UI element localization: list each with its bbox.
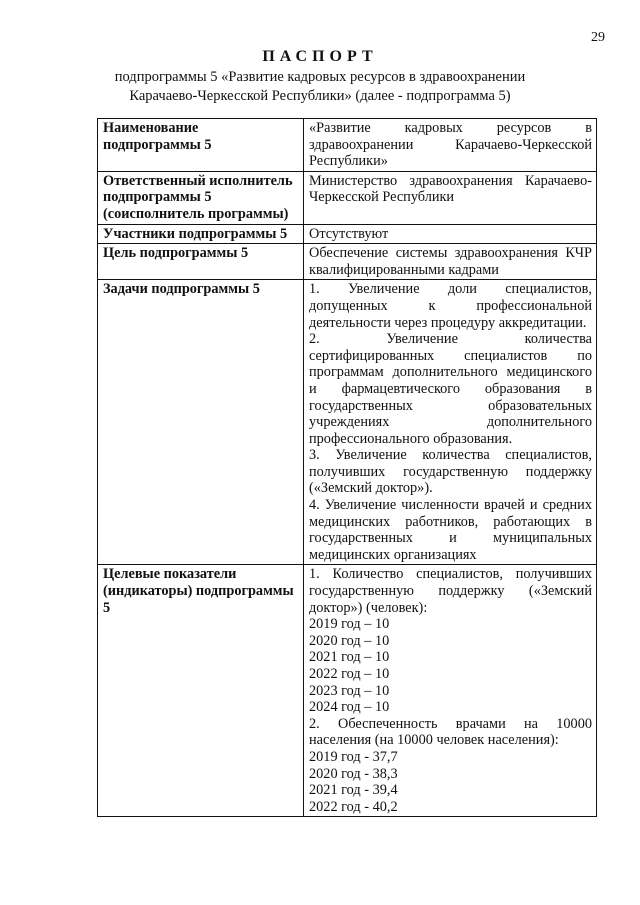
value-paragraph: 1. Увеличение доли специалистов, допущенных к профессиональной деятельности через процедуру аккредитации. bbox=[309, 281, 592, 331]
row-label: Цель подпрограммы 5 bbox=[98, 244, 304, 280]
document-subtitle: подпрограммы 5 «Развитие кадровых ресурсов в здравоохранении Карачаево-Черкесской Республики» (далее - подпрограмма 5) bbox=[114, 69, 526, 104]
row-label: Задачи подпрограммы 5 bbox=[98, 280, 304, 565]
passport-table bbox=[97, 118, 597, 817]
value-paragraph: 2020 год – 10 bbox=[309, 632, 390, 649]
value-paragraph: «Развитие кадровых ресурсов в здравоохранении Карачаево-Черкесской Республики» bbox=[309, 120, 592, 170]
value-paragraph: 2. Увеличение количества сертифицированных специалистов по программам дополнительного медицинского и фармацевтического образования в государственных образовательных учреждениях дополнительного профессионального образования. bbox=[309, 331, 592, 447]
value-paragraph: 2020 год - 38,3 bbox=[309, 765, 398, 782]
row-value bbox=[304, 280, 597, 565]
passport-table-body bbox=[98, 119, 597, 817]
value-paragraph: 4. Увеличение численности врачей и средних медицинских работников, работающих в государственных и муниципальных медицинских организациях bbox=[309, 497, 592, 563]
page-number: 29 bbox=[591, 30, 605, 45]
row-value bbox=[304, 565, 597, 817]
table-row bbox=[98, 119, 597, 172]
value-paragraph: Отсутствуют bbox=[309, 225, 389, 242]
value-paragraph: Министерство здравоохранения Карачаево-Черкесской Республики bbox=[309, 172, 592, 206]
row-label: Ответственный исполнитель подпрограммы 5 (соисполнитель программы) bbox=[98, 171, 304, 224]
value-paragraph: 2022 год - 40,2 bbox=[309, 798, 398, 815]
row-label: Наименование подпрограммы 5 bbox=[98, 119, 304, 172]
value-paragraph: 2023 год – 10 bbox=[309, 682, 390, 699]
table-row bbox=[98, 244, 597, 280]
table-row bbox=[98, 224, 597, 244]
row-value bbox=[304, 224, 597, 244]
table-row bbox=[98, 565, 597, 817]
value-paragraph: Обеспечение системы здравоохранения КЧР квалифицированными кадрами bbox=[309, 245, 592, 278]
document-title: ПАСПОРТ bbox=[262, 48, 378, 65]
value-paragraph: 2019 год – 10 bbox=[309, 616, 390, 633]
value-paragraph: 2022 год – 10 bbox=[309, 666, 390, 682]
row-label: Участники подпрограммы 5 bbox=[98, 224, 304, 244]
value-paragraph: 3. Увеличение количества специалистов, получивших государственную поддержку («Земский доктор»). bbox=[309, 447, 592, 497]
value-paragraph: 2019 год - 37,7 bbox=[309, 748, 398, 765]
value-paragraph: 2024 год – 10 bbox=[309, 699, 390, 716]
value-paragraph: 2. Обеспеченность врачами на 10000 населения (на 10000 человек населения): bbox=[309, 715, 592, 749]
row-value bbox=[304, 119, 597, 172]
row-value bbox=[304, 171, 597, 224]
table-row bbox=[98, 280, 597, 565]
value-paragraph: 2021 год - 39,4 bbox=[309, 782, 398, 799]
row-value bbox=[304, 244, 597, 280]
row-label: Целевые показатели (индикаторы) подпрограммы 5 bbox=[98, 565, 304, 817]
table-row bbox=[98, 171, 597, 224]
value-paragraph: 1. Количество специалистов, получивших государственную поддержку («Земский доктор») (человек): bbox=[309, 566, 592, 616]
value-paragraph: 2021 год – 10 bbox=[309, 649, 390, 666]
